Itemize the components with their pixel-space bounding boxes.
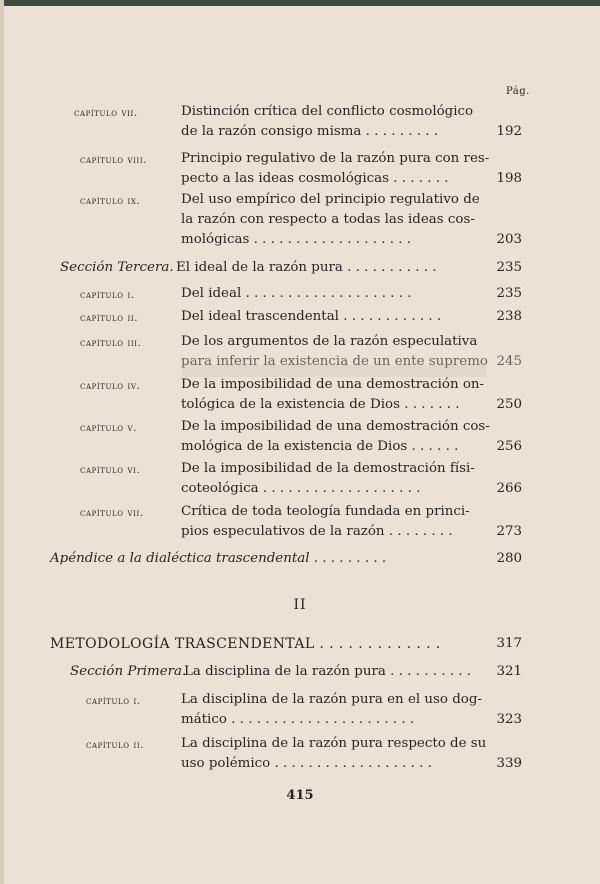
part-heading: METODOLOGÍA TRASCENDENTAL . . . . . . . . . . . . . [50, 636, 441, 652]
chapter-label: capítulo v. [80, 423, 137, 434]
entry-line: mológica de la existencia de Dios . . . . . . [181, 439, 459, 454]
section-label: Sección Primera. [70, 664, 187, 679]
page-ref: 238 [496, 309, 522, 324]
chapter-label: capítulo iii. [80, 338, 142, 349]
page-ref: 321 [496, 664, 522, 679]
page-left-edge [0, 0, 4, 884]
chapter-label: capítulo ix. [80, 196, 141, 207]
appendix-title: Apéndice a la dialéctica trascendental . . . . . . . . . [50, 551, 387, 566]
entry-line: Principio regulativo de la razón pura con res- [181, 151, 490, 166]
page-ref: 317 [496, 636, 522, 651]
chapter-label: capítulo i. [80, 290, 135, 301]
section-title: La disciplina de la razón pura . . . . . . . . . . [184, 664, 472, 679]
entry-line: Crítica de toda teología fundada en princi- [181, 504, 470, 519]
section-label: Sección Tercera. [60, 260, 174, 275]
page-ref: 235 [496, 286, 522, 301]
part-numeral: II [293, 597, 307, 613]
page-ref: 198 [496, 171, 522, 186]
chapter-label: capítulo iv. [80, 381, 141, 392]
entry-line: coteológica . . . . . . . . . . . . . . . . . . . [181, 481, 421, 496]
chapter-label: capítulo ii. [80, 313, 139, 324]
entry-line: La disciplina de la razón pura respecto de su [181, 736, 487, 751]
page-ref: 245 [496, 354, 522, 369]
entry-line: Del ideal . . . . . . . . . . . . . . . . . . . . [181, 286, 412, 301]
entry-line: pios especulativos de la razón . . . . . . . . [181, 524, 453, 539]
entry-line: uso polémico . . . . . . . . . . . . . . . . . . . [181, 756, 432, 771]
chapter-label: capítulo vii. [80, 508, 144, 519]
chapter-label: capítulo ii. [86, 740, 145, 751]
page-ref: 280 [496, 551, 522, 566]
page-ref: 256 [496, 439, 522, 454]
entry-line: de la razón consigo misma . . . . . . . . . [181, 124, 439, 139]
page-top-band [0, 0, 600, 6]
chapter-label: capítulo viii. [80, 155, 148, 166]
entry-line: Del uso empírico del principio regulativo de [181, 192, 480, 207]
entry-line: para inferir la existencia de un ente supremo [181, 354, 488, 369]
entry-line: Del ideal trascendental . . . . . . . . . . . . [181, 309, 442, 324]
entry-line: Distinción crítica del conflicto cosmológico [181, 104, 474, 119]
entry-line: De la imposibilidad de una demostración cos- [181, 419, 490, 434]
page-ref: 235 [496, 260, 522, 275]
page-ref: 323 [496, 712, 522, 727]
entry-line: la razón con respecto a todas las ideas cos- [181, 212, 475, 227]
entry-line: mático . . . . . . . . . . . . . . . . . . . . . . [181, 712, 415, 727]
entry-line: pecto a las ideas cosmológicas . . . . . . . [181, 171, 449, 186]
entry-line: tológica de la existencia de Dios . . . . . . . [181, 397, 460, 412]
entry-line: De la imposibilidad de una demostración on- [181, 377, 485, 392]
page-ref: 266 [496, 481, 522, 496]
page-column-header: Pág. [506, 86, 530, 97]
entry-line: De los argumentos de la razón especulativa [181, 334, 478, 349]
page-ref: 203 [496, 232, 522, 247]
chapter-label: capítulo vii. [74, 108, 138, 119]
entry-line: mológicas . . . . . . . . . . . . . . . . . . . [181, 232, 412, 247]
page-ref: 250 [496, 397, 522, 412]
page-ref: 192 [496, 124, 522, 139]
section-title: El ideal de la razón pura . . . . . . . . . . . [176, 260, 437, 275]
chapter-label: capítulo i. [86, 696, 141, 707]
entry-line: La disciplina de la razón pura en el uso dog- [181, 692, 482, 707]
page-number: 415 [286, 788, 314, 803]
page-ref: 273 [496, 524, 522, 539]
chapter-label: capítulo vi. [80, 465, 141, 476]
page-ref: 339 [496, 756, 522, 771]
entry-line: De la imposibilidad de la demostración físi- [181, 461, 475, 476]
